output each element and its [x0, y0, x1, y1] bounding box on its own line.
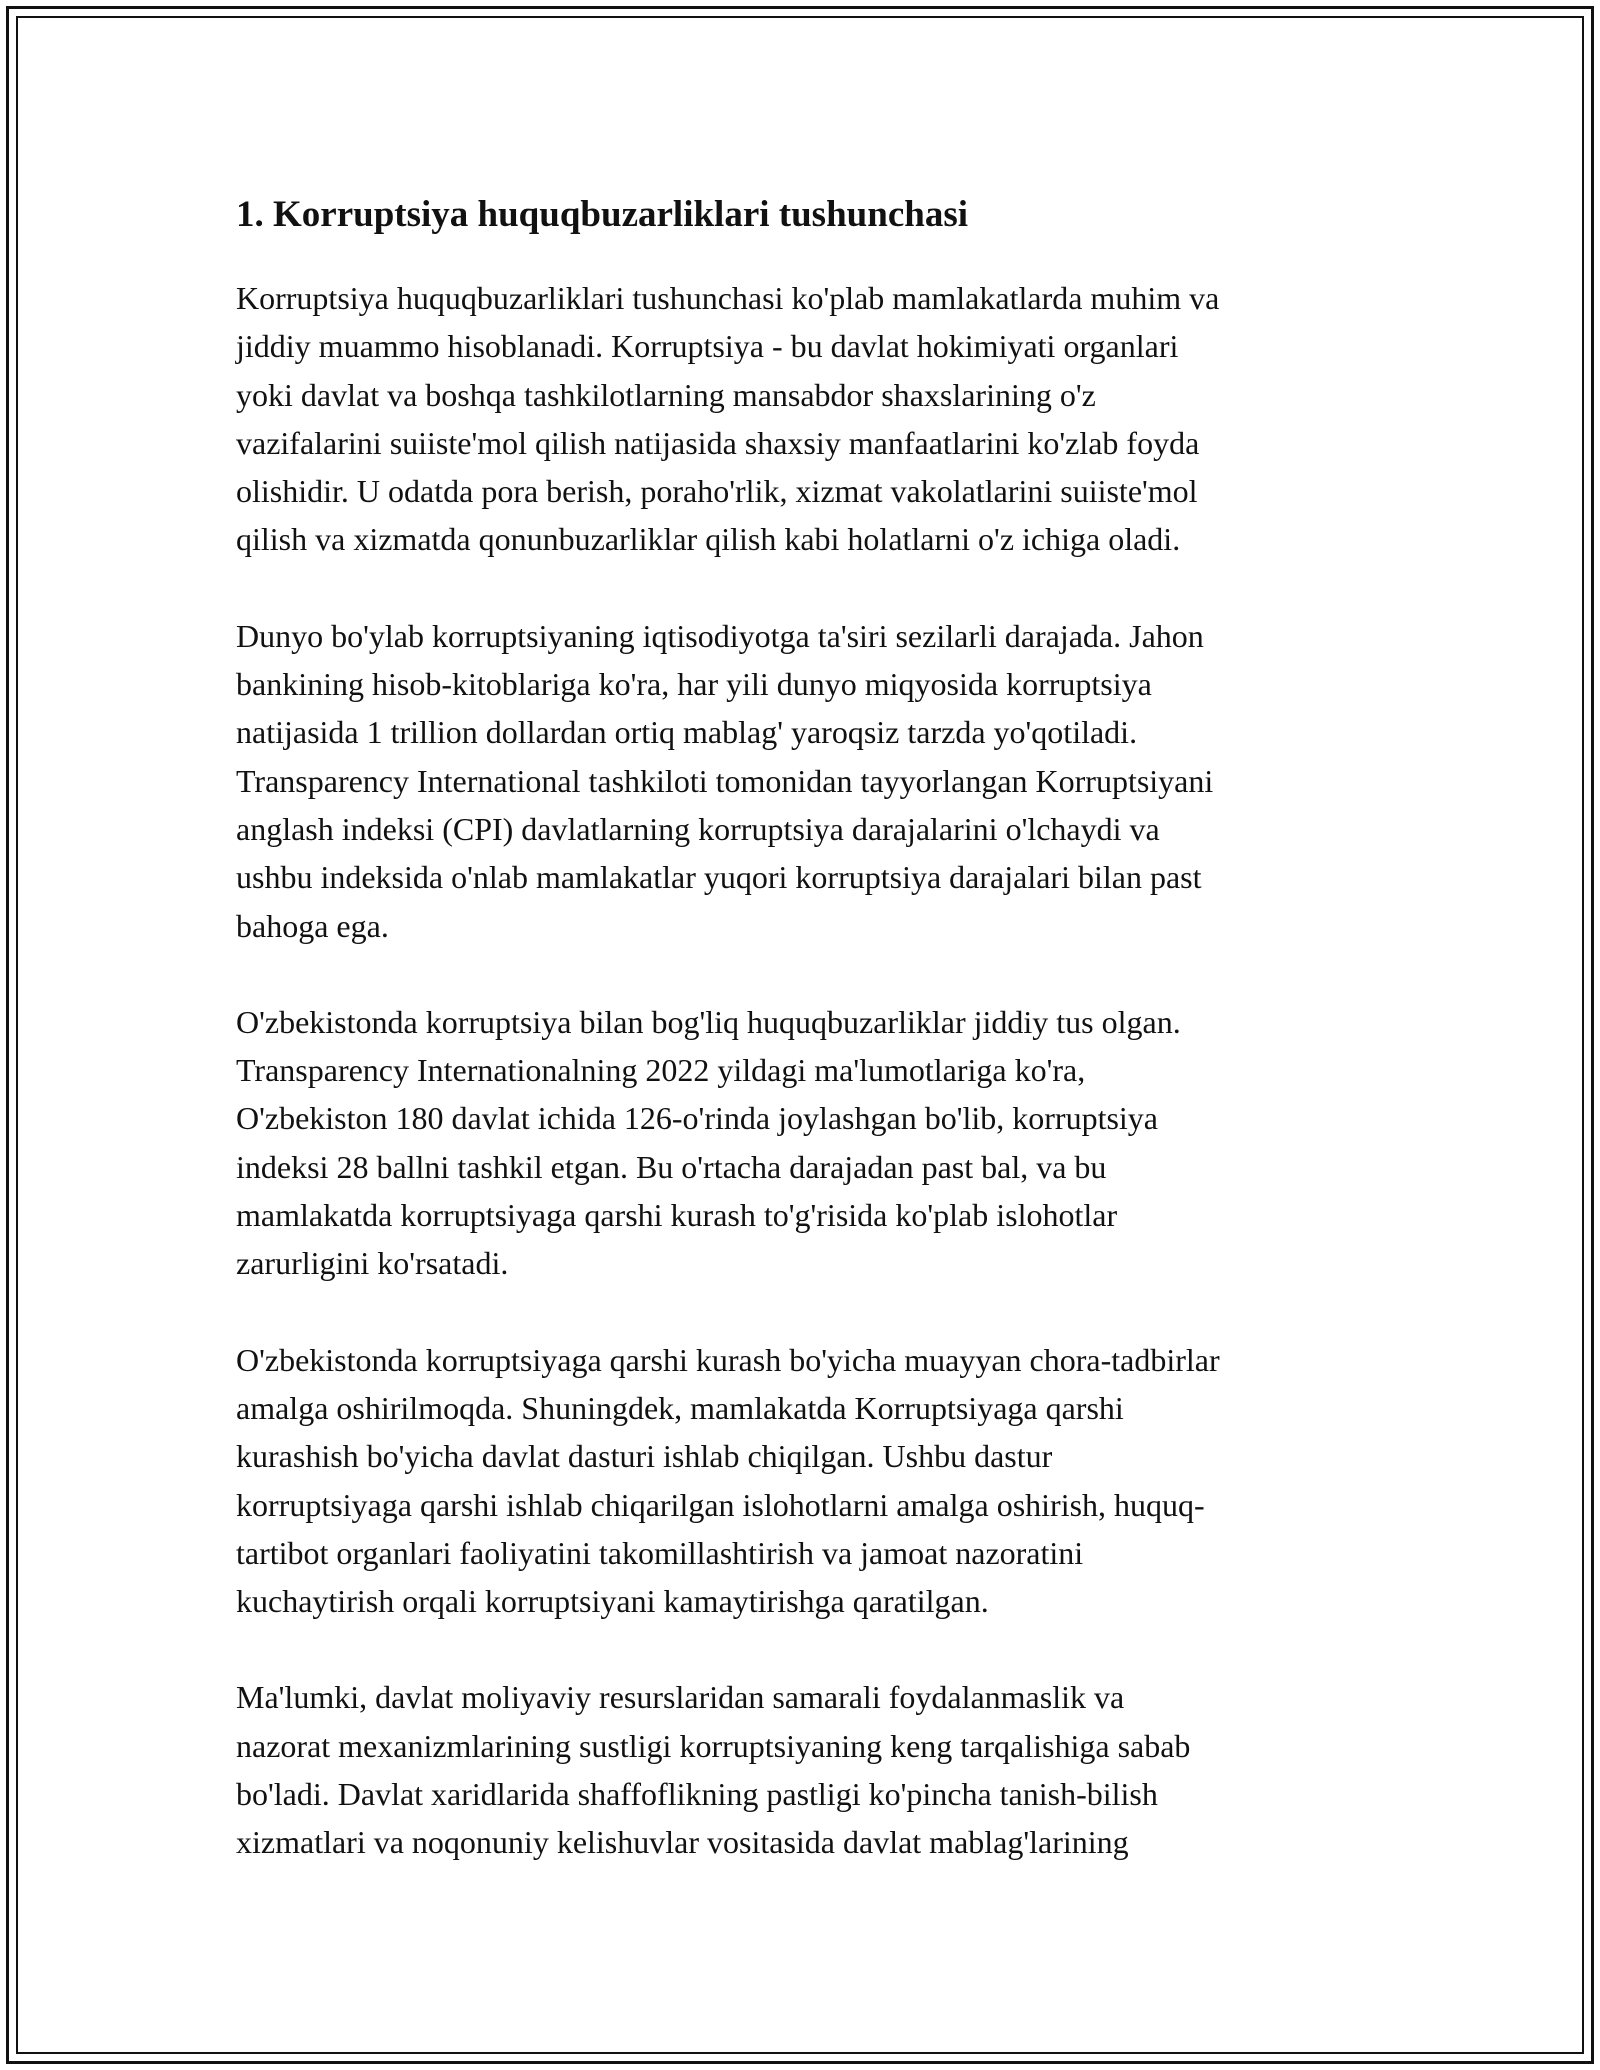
- section-heading: 1. Korruptsiya huquqbuzarliklari tushunchasi: [236, 194, 968, 235]
- text-line: O'zbekistonda korruptsiyaga qarshi kurash bo'yicha muayyan chora-tadbirlar: [236, 1341, 1220, 1378]
- text-line: amalga oshirilmoqda. Shuningdek, mamlakatda Korruptsiyaga qarshi: [236, 1389, 1124, 1426]
- text-line: jiddiy muammo hisoblanadi. Korruptsiya - bu davlat hokimiyati organlari: [236, 328, 1179, 365]
- text-line: Dunyo bo'ylab korruptsiyaning iqtisodiyotga ta'siri sezilarli darajada. Jahon: [236, 617, 1204, 654]
- paragraph-4: [236, 1336, 1386, 1626]
- text-line: anglash indeksi (CPI) davlatlarning korruptsiya darajalarini o'lchaydi va: [236, 810, 1160, 847]
- document-body: [236, 186, 1386, 1915]
- text-line: xizmatlari va noqonuniy kelishuvlar vositasida davlat mablag'larining: [236, 1824, 1129, 1861]
- paragraph-5: [236, 1673, 1386, 1866]
- text-line: bankining hisob-kitoblariga ko'ra, har yili dunyo miqyosida korruptsiya: [236, 666, 1152, 703]
- text-line: mamlakatda korruptsiyaga qarshi kurash to'g'risida ko'plab islohotlar: [236, 1197, 1118, 1234]
- paragraph-1: [236, 274, 1386, 564]
- text-line: kuchaytirish orqali korruptsiyani kamaytirishga qaratilgan.: [236, 1583, 989, 1620]
- text-line: bo'ladi. Davlat xaridlarida shaffoflikning pastligi ko'pincha tanish-bilish: [236, 1776, 1158, 1813]
- paragraph-2: [236, 612, 1386, 950]
- text-line: nazorat mexanizmlarining sustligi korruptsiyaning keng tarqalishiga sabab: [236, 1727, 1191, 1764]
- text-line: Korruptsiya huquqbuzarliklari tushunchasi ko'plab mamlakatlarda muhim va: [236, 280, 1220, 316]
- text-line: korruptsiyaga qarshi ishlab chiqarilgan islohotlarni amalga oshirish, huquq-: [236, 1486, 1205, 1523]
- text-line: Transparency International tashkiloti tomonidan tayyorlangan Korruptsiyani: [236, 762, 1214, 799]
- text-line: qilish va xizmatda qonunbuzarliklar qilish kabi holatlarni o'z ichiga oladi.: [236, 521, 1181, 558]
- text-line: kurashish bo'yicha davlat dasturi ishlab chiqilgan. Ushbu dastur: [236, 1438, 1053, 1475]
- text-line: vazifalarini suiiste'mol qilish natijasida shaxsiy manfaatlarini ko'zlab foyda: [236, 424, 1200, 461]
- paragraph-3: [236, 998, 1386, 1288]
- text-line: O'zbekistonda korruptsiya bilan bog'liq huquqbuzarliklar jiddiy tus olgan.: [236, 1003, 1181, 1040]
- text-line: bahoga ega.: [236, 907, 389, 944]
- text-line: olishidir. U odatda pora berish, poraho'rlik, xizmat vakolatlarini suiiste'mol: [236, 473, 1198, 510]
- text-line: Transparency Internationalning 2022 yildagi ma'lumotlariga ko'ra,: [236, 1052, 1086, 1089]
- text-line: ushbu indeksida o'nlab mamlakatlar yuqori korruptsiya darajalari bilan past: [236, 859, 1202, 896]
- text-line: yoki davlat va boshqa tashkilotlarning mansabdor shaxslarining o'z: [236, 376, 1096, 413]
- text-line: indeksi 28 ballni tashkil etgan. Bu o'rtacha darajadan past bal, va bu: [236, 1148, 1107, 1185]
- text-line: natijasida 1 trillion dollardan ortiq mablag' yaroqsiz tarzda yo'qotiladi.: [236, 714, 1138, 751]
- text-line: O'zbekiston 180 davlat ichida 126-o'rinda joylashgan bo'lib, korruptsiya: [236, 1100, 1158, 1137]
- text-line: Ma'lumki, davlat moliyaviy resurslaridan samarali foydalanmaslik va: [236, 1679, 1125, 1716]
- text-line: zarurligini ko'rsatadi.: [236, 1245, 509, 1282]
- text-line: tartibot organlari faoliyatini takomillashtirish va jamoat nazoratini: [236, 1534, 1084, 1571]
